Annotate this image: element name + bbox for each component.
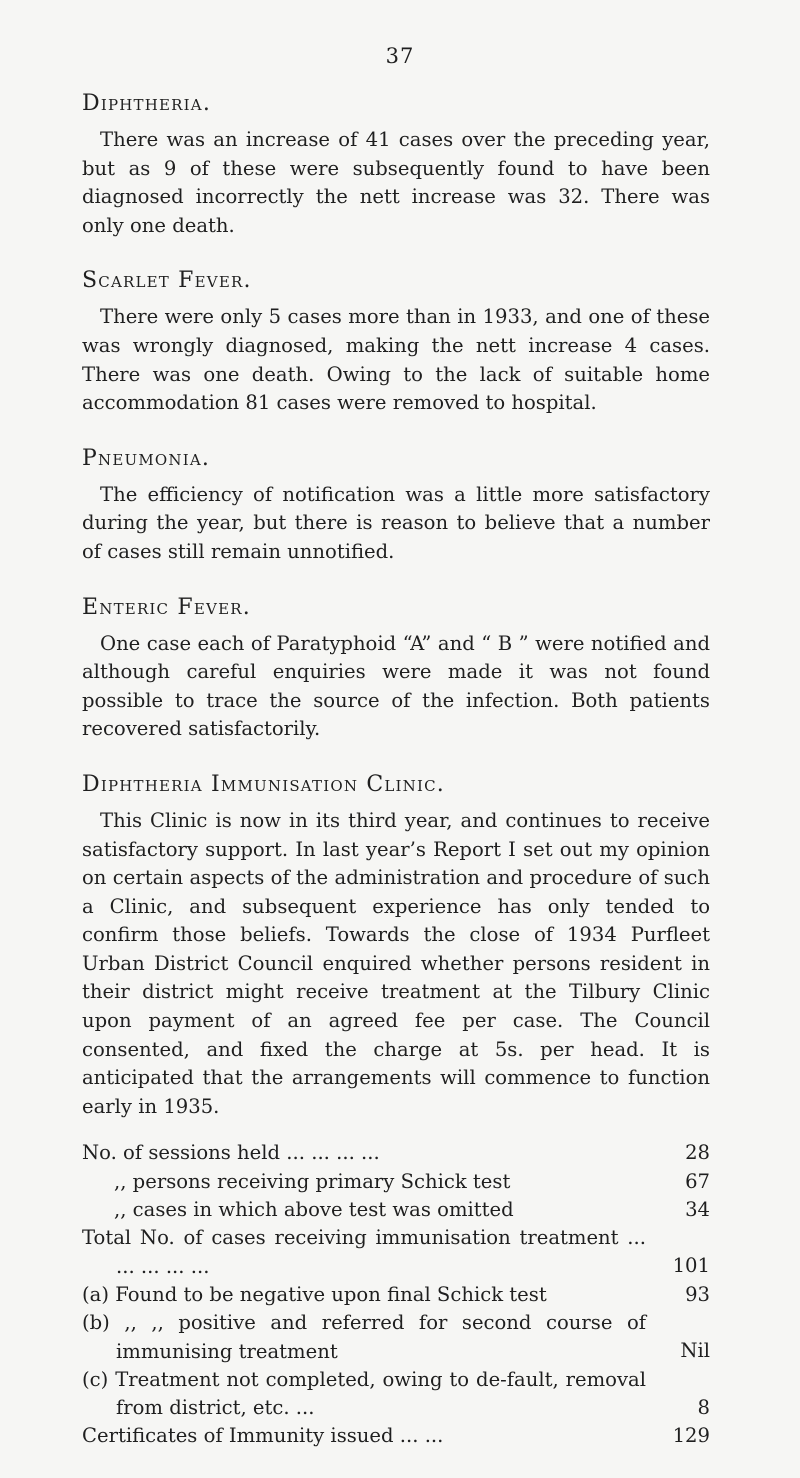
section-heading: Diphtheria Immunisation Clinic. — [82, 771, 445, 797]
stats-row — [82, 1139, 710, 1167]
section-diphtheria — [82, 90, 710, 240]
stats-label: No. of sessions held ... ... ... ... — [82, 1141, 380, 1165]
section-paragraph: This Clinic is now in its third year, and continues to receive satisfactory support. In last year’s Report I set out my opinion on certain aspects of the administration and procedure of such a Clinic, and subsequent experience has only tended to confirm those beliefs. Towards the close of 1934 Purfleet Urban District Council enquired whether persons resident in their district might receive treatment at the Tilbury Clinic upon payment of an agreed fee per case. The Council consented, and fixed the charge at 5s. per head. It is anticipated that the arrangements will commence to function early in 1935. — [82, 808, 710, 1118]
stats-value: 8 — [697, 1395, 710, 1419]
section-heading: Pneumonia. — [82, 445, 211, 471]
stats-row — [82, 1309, 710, 1366]
stats-value: 67 — [685, 1169, 710, 1193]
stats-row — [82, 1196, 710, 1224]
stats-value: 129 — [672, 1424, 710, 1448]
stats-label: (c) Treatment not completed, owing to de-fault, removal from district, etc. ... — [82, 1367, 646, 1420]
section-immunisation-clinic — [82, 771, 710, 1451]
section-heading: Diphtheria. — [82, 91, 212, 116]
stats-value: 93 — [685, 1282, 710, 1306]
section-pneumonia — [82, 445, 710, 567]
stats-label: ,, cases in which above test was omitted — [114, 1198, 514, 1222]
stats-row — [82, 1168, 710, 1196]
stats-label: (a) Found to be negative upon final Schick test — [82, 1282, 547, 1306]
stats-row — [82, 1366, 710, 1423]
section-enteric-fever — [82, 594, 710, 744]
stats-label: (b) ,, ,, positive and referred for second course of immunising treatment — [82, 1311, 646, 1363]
stats-label: ,, persons receiving primary Schick test — [114, 1169, 511, 1193]
stats-row — [82, 1281, 710, 1309]
stats-label: Total No. of cases receiving immunisation treatment ... ... ... ... ... — [82, 1226, 646, 1278]
stats-row — [82, 1422, 710, 1450]
stats-row — [82, 1224, 710, 1281]
section-paragraph: There was an increase of 41 cases over the preceding year, but as 9 of these were subsequently found to have been diagnosed incorrectly the nett increase was 32. There was only one death. — [82, 128, 710, 237]
stats-label: Certificates of Immunity issued ... ... — [82, 1424, 444, 1448]
stats-value: 101 — [672, 1254, 710, 1278]
immunisation-stats-table — [82, 1139, 710, 1450]
page-number: 37 — [385, 44, 415, 68]
stats-value: 34 — [685, 1198, 710, 1222]
section-scarlet-fever — [82, 267, 710, 417]
section-paragraph: One case each of Paratyphoid “A” and “ B ” were notified and although careful enquiries were made it was not found possible to trace the source of the infection. Both patients recovered satisfactorily. — [82, 631, 710, 741]
section-paragraph: There were only 5 cases more than in 1933, and one of these was wrongly diagnosed, making the nett increase 4 cases. There was one death. Owing to the lack of suitable home accommodation 81 cases were removed to hospital. — [82, 305, 710, 415]
section-heading: Scarlet Fever. — [82, 268, 252, 294]
document-body — [82, 90, 710, 1478]
section-paragraph: The efficiency of notification was a little more satisfactory during the year, but there is reason to believe that a number of cases still remain unnotified. — [82, 482, 710, 563]
stats-value: 28 — [685, 1141, 710, 1165]
section-heading: Enteric Fever. — [82, 594, 251, 620]
stats-value: Nil — [680, 1339, 710, 1363]
